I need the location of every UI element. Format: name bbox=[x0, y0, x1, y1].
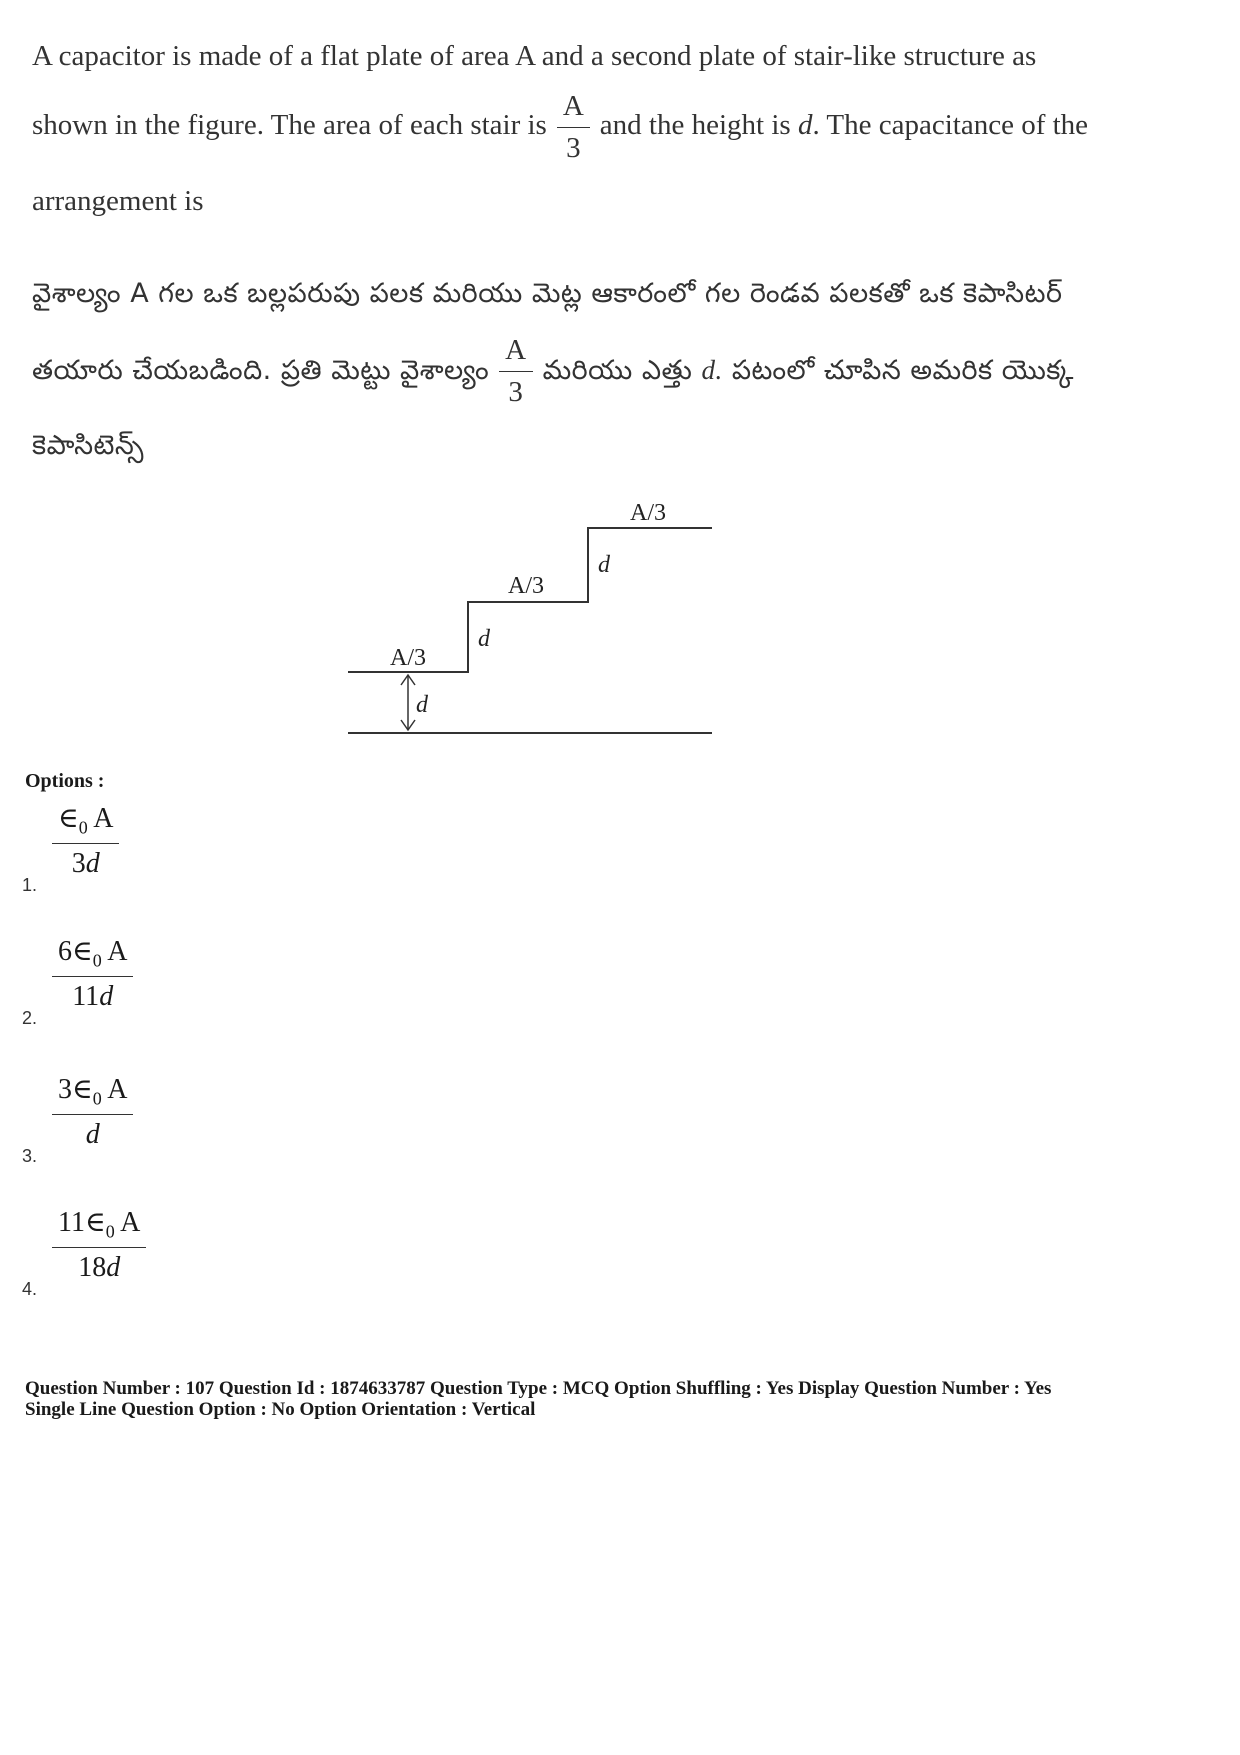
option-numerator: $6\in_0$ A bbox=[52, 938, 133, 977]
step-area-label: A/3 bbox=[630, 500, 666, 526]
step-area-label: A/3 bbox=[390, 645, 426, 671]
variable-d: d. bbox=[701, 355, 723, 385]
question-line bbox=[32, 92, 1088, 163]
step-area-label: A/3 bbox=[508, 573, 544, 599]
fraction-a-over-3 bbox=[499, 336, 532, 407]
question-text-span: and the height is bbox=[599, 109, 791, 142]
question-text-span: తయారు చేయబడింది. ప్రతి మెట్టు వైశాల్యం bbox=[32, 355, 490, 386]
fraction-denominator: 3 bbox=[508, 376, 524, 408]
option-number: 3. bbox=[22, 1146, 38, 1166]
option-fraction bbox=[52, 938, 133, 1011]
question-line: A capacitor is made of a flat plate of area A and a second plate of stair-like structure as bbox=[32, 40, 1037, 72]
option-denominator: 3d bbox=[71, 847, 100, 879]
height-label: d bbox=[598, 552, 610, 578]
fraction-numerator: A bbox=[499, 336, 532, 372]
question-line: కెపాసిటెన్స్ bbox=[32, 430, 144, 461]
option-numerator: $\in_0$ A bbox=[52, 805, 119, 844]
option-denominator: 18d bbox=[78, 1251, 121, 1283]
metadata-line: Single Line Question Option : No Option Orientation : Vertical bbox=[25, 1399, 536, 1420]
question-text-span: . The capacitance of the bbox=[812, 109, 1089, 142]
height-label: d bbox=[416, 692, 428, 718]
question-metadata bbox=[25, 1378, 1225, 1420]
question-text-span: shown in the figure. The area of each stair is bbox=[32, 109, 547, 142]
option-number: 1. bbox=[22, 875, 38, 895]
option-fraction bbox=[52, 805, 119, 878]
question-text-span: మరియు ఎత్తు bbox=[542, 355, 693, 386]
fraction-a-over-3 bbox=[557, 92, 590, 163]
option-number: 4. bbox=[22, 1279, 38, 1299]
question-line: arrangement is bbox=[32, 185, 204, 217]
question-line: వైశాల్యం A గల ఒక బల్లపరుపు పలక మరియు మెట్ల ఆకారంలో గల రెండవ పలకతో ఒక కెపాసిటర్ bbox=[32, 278, 1063, 309]
option-numerator: $3\in_0$ A bbox=[52, 1076, 133, 1115]
option-number: 2. bbox=[22, 1008, 38, 1028]
option-numerator: $11\in_0$ A bbox=[52, 1209, 146, 1248]
option-denominator: 11d bbox=[72, 980, 114, 1012]
options-heading: Options : bbox=[25, 770, 105, 792]
fraction-numerator: A bbox=[557, 92, 590, 128]
variable-d: d bbox=[797, 109, 813, 142]
option-denominator: d bbox=[85, 1118, 100, 1150]
question-line bbox=[32, 336, 1074, 407]
question-text-span: పటంలో చూపిన అమరిక యొక్క bbox=[731, 355, 1074, 386]
option-fraction bbox=[52, 1076, 133, 1149]
option-fraction bbox=[52, 1209, 146, 1282]
height-label: d bbox=[478, 626, 490, 652]
metadata-line: Question Number : 107 Question Id : 1874633787 Question Type : MCQ Option Shuffling : Yes Display Question Number : Yes bbox=[25, 1378, 1052, 1399]
stair-capacitor-figure bbox=[340, 490, 720, 750]
fraction-denominator: 3 bbox=[566, 132, 581, 164]
